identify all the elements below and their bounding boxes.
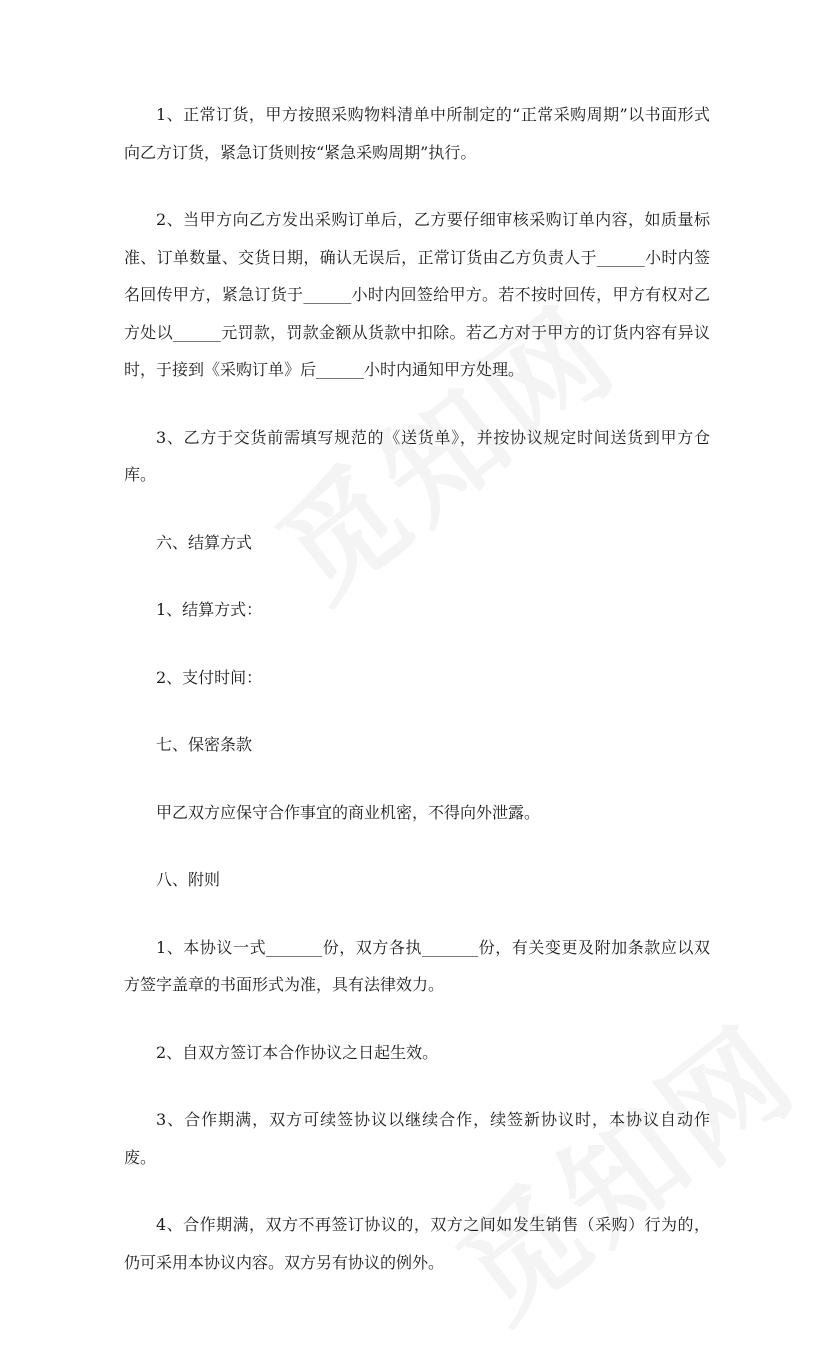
paragraph-order-confirmation: 2、当甲方向乙方发出采购订单后，乙方要仔细审核采购订单内容，如质量标准、订单数量、交货日期，确认无误后，正常订货由乙方负责人于______小时内签名回传甲方，紧急订货于______小时内回签给甲方。若不按时回传，甲方有权对乙方处以______元罚款，罚款金额从货款中扣除。若乙方对于甲方的订货内容有异议时，于接到《采购订单》后______小时内通知甲方处理。 [124, 210, 710, 379]
paragraph-confidentiality: 甲乙双方应保守合作事宜的商业机密，不得向外泄露。 [156, 802, 541, 822]
document-body [124, 96, 710, 1311]
paragraph-settlement-method: 1、结算方式： [156, 600, 263, 619]
paragraph-delivery-note: 3、乙方于交货前需填写规范的《送货单》，并按协议规定时间送货到甲方仓库。 [124, 427, 710, 484]
paragraph-copies: 1、本协议一式_______份，双方各执_______份，有关变更及附加条款应以双方签字盖章的书面形式为准，具有法律效力。 [124, 937, 710, 994]
paragraph-renewal: 3、合作期满，双方可续签协议以继续合作，续签新协议时，本协议自动作废。 [124, 1110, 710, 1167]
section-heading-confidentiality: 七、保密条款 [156, 735, 253, 754]
paragraph-expiry: 4、合作期满，双方不再签订协议的，双方之间如发生销售（采购）行为的，仍可采用本协议内容。双方另有协议的例外。 [124, 1215, 710, 1272]
paragraph-payment-time: 2、支付时间： [156, 667, 263, 687]
section-heading-settlement: 六、结算方式 [156, 532, 253, 552]
paragraph-effective-date: 2、自双方签订本合作协议之日起生效。 [156, 1042, 439, 1062]
paragraph-ordering-normal: 1、正常订货，甲方按照采购物料清单中所制定的“正常采购周期”以书面形式向乙方订货，紧急订货则按“紧急采购周期”执行。 [124, 105, 710, 162]
section-heading-supplementary: 八、附则 [156, 870, 221, 889]
